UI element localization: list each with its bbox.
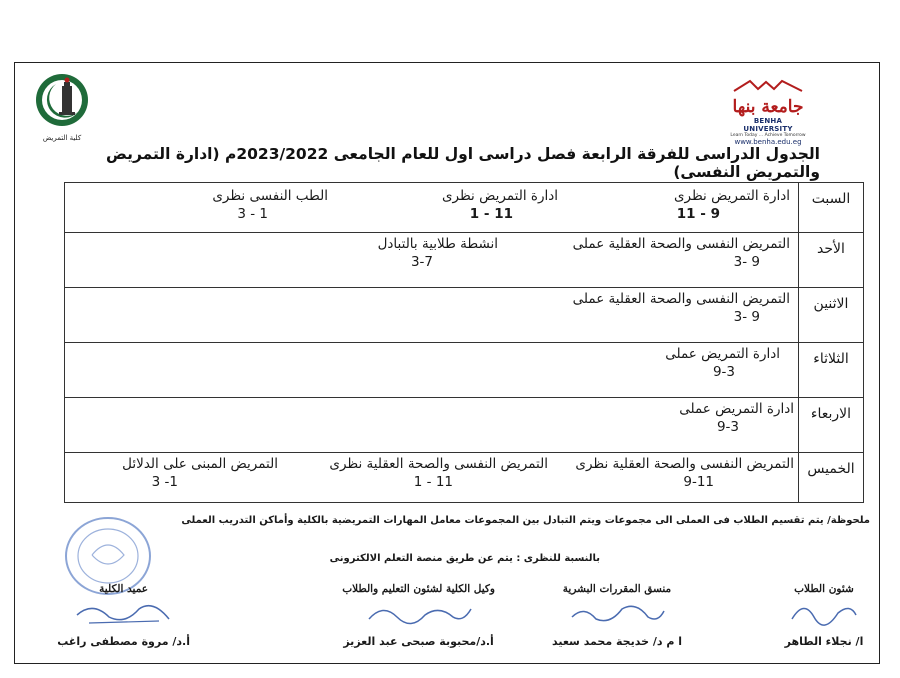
day-cell: الاربعاء [799,398,864,453]
day-cell: الثلاثاء [799,343,864,398]
signature-role: شئون الطلاب [794,583,854,595]
slot-subject: ادارة التمريض عملى [665,346,780,362]
slot-subject: انشطة طلابية بالتبادل [377,236,498,252]
slot-subject: التمريض النفسى والصحة العقلية عملى [572,291,790,307]
class-slot [329,455,548,491]
day-cell: الخميس [799,453,864,503]
signature-name: ا م د/ خديجة محمد سعيد [552,635,682,648]
table-row [65,343,864,398]
university-emblem-icon [730,79,806,93]
class-slot [573,235,790,271]
signature-coordinator [552,583,682,648]
slot-time: 1- 3 [151,474,178,490]
slot-time: 9-11 [683,474,714,490]
university-logo [730,78,806,146]
class-slot [575,455,794,491]
day-cell: الاثنين [799,288,864,343]
page-title: الجدول الدراسى للفرقة الرابعة فصل دراسى اول للعام الجامعى 2023/2022م (ادارة التمريض والتمريض النفسى) [105,145,820,181]
slot-time: 9 -3 [733,309,760,325]
slots-cell [65,343,799,398]
slot-time: 9 -3 [733,254,760,270]
slot-subject: ادارة التمريض نظرى [441,188,558,204]
slot-time: 11 - 1 [469,206,513,222]
slot-time: 3-7 [410,254,433,270]
schedule-table [64,182,864,503]
handwritten-signature-icon [784,595,864,631]
class-slot [573,290,790,326]
class-slot [378,235,498,271]
day-cell: الأحد [799,233,864,288]
handwritten-signature-icon [562,595,672,631]
table-row [65,453,864,503]
slot-subject: التمريض النفسى والصحة العقلية نظرى [575,456,794,472]
slot-time: 9 - 11 [676,206,720,222]
slots-cell [65,233,799,288]
slot-subject: ادارة التمريض عملى [679,401,794,417]
table-row [65,398,864,453]
slots-cell [65,398,799,453]
class-slot [665,345,780,381]
slot-subject: التمريض النفسى والصحة العقلية نظرى [329,456,548,472]
slot-time: 9-3 [716,419,739,435]
signature-student-affairs [784,583,864,648]
university-name-en: BENHA UNIVERSITY [743,117,793,133]
slot-time: 1 - 3 [237,206,268,222]
university-url: www.benha.edu.eg [734,138,802,146]
class-slot [212,187,328,223]
table-row [65,233,864,288]
signature-name: أ.د/محبوبة صبحى عبد العزيز [343,635,494,648]
class-slot [442,187,558,223]
signature-role: عميد الكلية [99,583,149,595]
slot-time: 9-3 [712,364,735,380]
class-slot [674,187,790,223]
table-row [65,183,864,233]
slot-subject: الطب النفسى نظرى [212,188,328,204]
faculty-logo-caption: كلية التمريض [42,134,82,142]
day-cell: السبت [799,183,864,233]
signature-name: ا/ نجلاء الطاهر [784,635,864,648]
university-tagline: Learn Today ... Achieve Tomorrow [730,133,806,138]
slots-cell [65,183,799,233]
signature-role: منسق المقررات البشرية [562,583,672,595]
class-slot [122,455,278,491]
note-practical: ملحوظة/ يتم تقسيم الطلاب فى العملى الى مجموعات ويتم التبادل بين المجموعات معامل المهارات التمريضية بالكلية وأماكن التدريب العملى [181,515,870,526]
signature-dean [57,583,190,648]
handwritten-signature-icon [69,595,179,631]
faculty-logo [22,72,102,140]
slot-subject: التمريض النفسى والصحة العقلية عملى [572,236,790,252]
slots-cell [65,453,799,503]
class-slot [679,400,794,436]
university-name-ar: جامعة بنها [732,97,804,117]
slot-subject: ادارة التمريض نظرى [673,188,790,204]
slot-time: 11 - 1 [413,474,453,490]
signature-role: وكيل الكلية لشئون التعليم والطلاب [342,583,495,595]
slot-subject: التمريض المبنى على الدلائل [122,456,278,472]
handwritten-signature-icon [359,595,479,631]
table-row [65,288,864,343]
signature-name: أ.د/ مروة مصطفى راغب [57,635,190,648]
slots-cell [65,288,799,343]
note-theory: بالنسبة للنظرى : يتم عن طريق منصة التعلم الالكترونى [329,553,600,564]
signature-vice-dean [342,583,495,648]
